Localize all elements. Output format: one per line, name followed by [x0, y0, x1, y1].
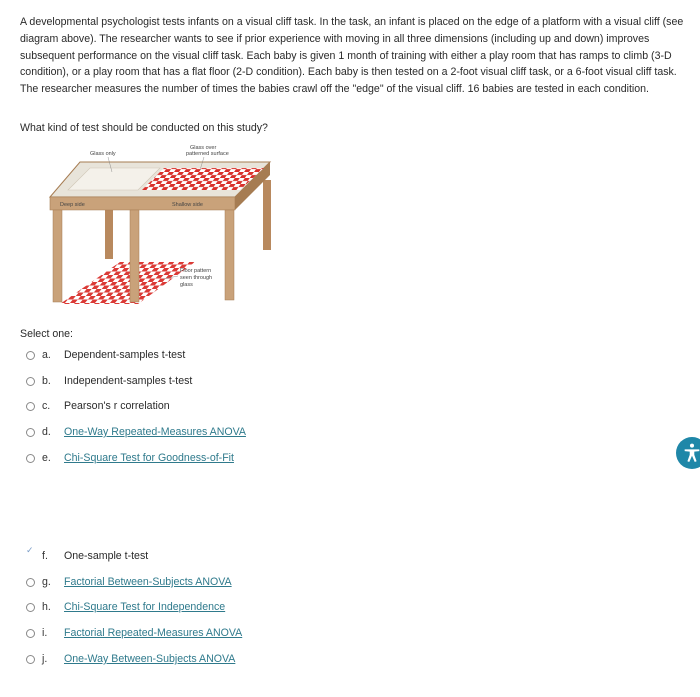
radio-c[interactable] [26, 402, 35, 411]
option-i-text[interactable]: Factorial Repeated-Measures ANOVA [64, 627, 243, 639]
option-a-text: Dependent-samples t-test [64, 349, 186, 361]
question-text [20, 14, 684, 98]
question-prompt: What kind of test should be conducted on this study? [20, 122, 268, 134]
radio-i[interactable] [26, 629, 35, 638]
radio-a[interactable] [26, 351, 35, 360]
label-glass-only: Glass only [90, 151, 116, 157]
option-b[interactable]: b. Independent-samples t-test [26, 373, 192, 389]
option-i[interactable]: i. Factorial Repeated-Measures ANOVA [26, 625, 242, 641]
radio-g[interactable] [26, 578, 35, 587]
option-d-text[interactable]: One-Way Repeated-Measures ANOVA [64, 426, 246, 438]
label-floor-2: seen through [180, 275, 213, 281]
accessibility-person-icon [681, 442, 700, 464]
option-j[interactable]: j. One-Way Between-Subjects ANOVA [26, 651, 235, 667]
radio-e[interactable] [26, 454, 35, 463]
label-glass-over-1: Glass over [190, 145, 217, 151]
option-g[interactable]: g. Factorial Between-Subjects ANOVA [26, 574, 232, 590]
radio-h[interactable] [26, 603, 35, 612]
label-shallow-side: Shallow side [172, 202, 203, 208]
radio-j[interactable] [26, 655, 35, 664]
accessibility-button[interactable] [676, 437, 700, 469]
select-one-label: Select one: [20, 328, 74, 340]
label-deep-side: Deep side [60, 202, 85, 208]
option-c-text: Pearson's r correlation [64, 400, 170, 412]
label-glass-over-2: patterned surface [186, 151, 229, 157]
radio-d[interactable] [26, 428, 35, 437]
option-a[interactable]: a. Dependent-samples t-test [26, 347, 185, 363]
visual-cliff-diagram [20, 142, 290, 307]
option-h[interactable]: h. Chi-Square Test for Independence [26, 599, 225, 615]
question-paragraph: A developmental psychologist tests infants on a visual cliff task. In the task, an infant is placed on the edge of a platform with a visual cliff (see diagram above). The researcher wants to see if prior experience with moving in all three dimensions (including up and down) improves subsequent performance on the visual cliff task. Each baby is given 1 month of training with either a play room that has ramps to climb (3-D condition), or a play room that has a flat floor (2-D condition). Each baby is then tested on a 2-foot visual cliff task, or a 6-foot visual cliff task. The researcher measures the number of times the babies crawl off the "edge" of the visual cliff. 16 babies are tested in each condition. [20, 16, 684, 96]
option-d[interactable]: d. One-Way Repeated-Measures ANOVA [26, 424, 246, 440]
option-e-text[interactable]: Chi-Square Test for Goodness-of-Fit [64, 452, 234, 464]
checkmark-icon: ✓ [26, 544, 34, 555]
option-f-text: One-sample t-test [64, 550, 149, 562]
option-c[interactable]: c. Pearson's r correlation [26, 398, 170, 414]
option-j-text[interactable]: One-Way Between-Subjects ANOVA [64, 653, 236, 665]
option-e[interactable]: e. Chi-Square Test for Goodness-of-Fit [26, 450, 234, 466]
option-f[interactable]: ✓ f. One-sample t-test [26, 544, 149, 562]
label-floor-3: glass [180, 282, 193, 288]
option-b-text: Independent-samples t-test [64, 375, 193, 387]
radio-b[interactable] [26, 377, 35, 386]
option-h-text[interactable]: Chi-Square Test for Independence [64, 601, 226, 613]
option-g-text[interactable]: Factorial Between-Subjects ANOVA [64, 576, 232, 588]
label-floor-1: Floor pattern [180, 268, 212, 274]
